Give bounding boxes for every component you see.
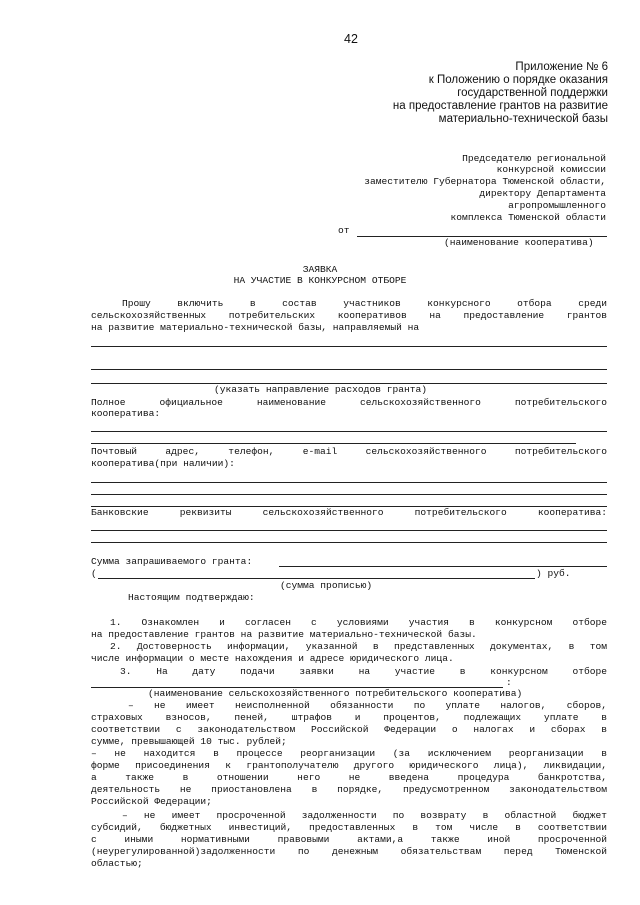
appendix-line-1: Приложение № 6 <box>515 61 608 73</box>
organization-name-colon: : <box>506 677 512 688</box>
grant-sum-currency: ) руб. <box>536 568 571 579</box>
address-field-2[interactable] <box>91 494 607 495</box>
obligation-3-line-1: – не имеет просроченной задолженности по возврату в областной бюджет <box>122 810 607 821</box>
obligation-2-line-1: – не находится в процессе реорганизации (за исключением реорганизации в <box>91 748 607 759</box>
full-name-label-1: Полное официальное наименование сельскохозяйственного потребительского <box>91 397 607 408</box>
addressee-line-3: заместителю Губернатора Тюменской области, <box>364 176 606 187</box>
organization-name-caption: (наименование сельскохозяйственного потребительского кооператива) <box>148 688 523 699</box>
request-line-2: сельскохозяйственных потребительских кооперативов на предоставление грантов <box>91 310 607 321</box>
obligation-2-line-5: Российской Федерации; <box>91 796 212 807</box>
full-name-field-1[interactable] <box>91 431 607 432</box>
request-line-1: Прошу включить в состав участников конкурсного отбора среди <box>122 298 607 309</box>
obligation-3-line-2: субсидий, бюджетных инвестиций, предоставленных в том числе в соответствии <box>91 822 607 833</box>
item-1-line-1: 1. Ознакомлен и согласен с условиями участия в конкурсном отборе <box>110 617 607 628</box>
grant-direction-field-2[interactable] <box>91 369 607 370</box>
obligation-2-line-3: а также в отношении него не введена процедура банкротства, <box>91 772 607 783</box>
obligation-3-line-3: с иными нормативными правовыми актами,а также иной просроченной <box>91 834 607 845</box>
request-line-3: на развитие материально-технической базы, направляемый на <box>91 322 420 333</box>
bank-details-field-1[interactable] <box>91 530 607 531</box>
obligation-1-line-2: страховых взносов, пеней, штрафов и процентов, подлежащих уплате в <box>91 712 607 723</box>
address-label-2: кооператива(при наличии): <box>91 458 235 469</box>
obligation-3-line-5: областью; <box>91 858 143 869</box>
addressee-line-6: комплекса Тюменской области <box>450 212 606 223</box>
appendix-line-4: на предоставление грантов на развитие <box>392 100 608 112</box>
bank-details-label: Банковские реквизиты сельскохозяйственного потребительского кооператива: <box>91 507 607 518</box>
cooperative-name-caption: (наименование кооператива) <box>444 237 594 248</box>
grant-sum-label: Сумма запрашиваемого гранта: <box>91 556 253 567</box>
grant-sum-caption: (сумма прописью) <box>280 580 373 591</box>
item-1-line-2: на предоставление грантов на развитие материально-технической базы. <box>91 629 477 640</box>
address-label-1: Почтовый адрес, телефон, e-mail сельскохозяйственного потребительского <box>91 446 607 457</box>
address-field-1[interactable] <box>91 482 607 483</box>
form-title: ЗАЯВКА <box>302 264 338 275</box>
grant-sum-paren-open: ( <box>91 568 97 579</box>
appendix-line-3: государственной поддержки <box>457 87 608 99</box>
full-name-label-2: кооператива: <box>91 408 161 419</box>
grant-sum-field[interactable] <box>279 566 607 567</box>
item-2-line-2: числе информации о месте нахождения и адресе юридического лица. <box>91 653 454 664</box>
obligation-1-line-1: – не имеет неисполненной обязанности по уплате налогов, сборов, <box>128 700 607 711</box>
from-label: от <box>338 225 350 236</box>
form-subtitle: НА УЧАСТИЕ В КОНКУРСНОМ ОТБОРЕ <box>233 275 407 286</box>
obligation-1-line-3: соответствии с законодательством Российской Федерации о налогах и сборах в <box>91 724 607 735</box>
full-name-field-2[interactable] <box>91 443 576 444</box>
addressee-line-5: агропромышленного <box>508 200 606 211</box>
appendix-line-2: к Положению о порядке оказания <box>428 74 608 86</box>
addressee-line-4: директору Департамента <box>479 188 606 199</box>
obligation-3-line-4: (неурегулированной)задолженности по денежным обязательствам перед Тюменской <box>91 846 607 857</box>
page-number: 42 <box>344 32 358 46</box>
obligation-2-line-2: форме присоединения к грантополучателю другого юридического лица), ликвидации, <box>91 760 607 771</box>
grant-direction-caption: (указать направление расходов гранта) <box>214 384 428 395</box>
addressee-line-2: конкурсной комиссии <box>496 164 606 175</box>
item-3-line-1: 3. На дату подачи заявки на участие в конкурсном отборе <box>120 666 607 677</box>
confirm-label: Настоящим подтверждаю: <box>128 592 255 603</box>
obligation-2-line-4: деятельность не приостановлена в порядке, предусмотренном законодательством <box>91 784 607 795</box>
grant-direction-field-1[interactable] <box>91 346 607 347</box>
bank-details-field-2[interactable] <box>91 542 607 543</box>
item-2-line-1: 2. Достоверность информации, указанной в представленных документах, в том <box>110 641 607 652</box>
grant-sum-words-field[interactable] <box>98 578 535 579</box>
appendix-line-5: материально-технической базы <box>438 113 608 125</box>
addressee-line-1: Председателю региональной <box>462 153 606 164</box>
obligation-1-line-4: сумме, превышающей 10 тыс. рублей; <box>91 736 287 747</box>
